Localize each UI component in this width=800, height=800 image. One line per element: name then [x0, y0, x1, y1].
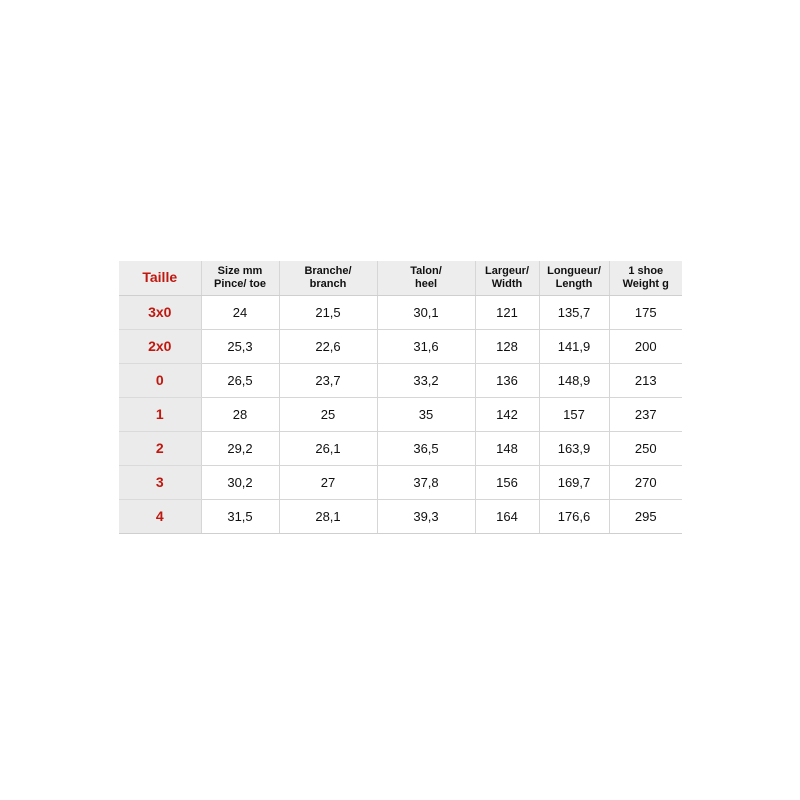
length-cell: 141,9 [539, 329, 609, 363]
branch-cell: 28,1 [279, 499, 377, 533]
header-branch [279, 261, 377, 295]
header-size-toe-line1: Size mm [217, 264, 263, 277]
table-row [119, 465, 682, 499]
table-row [119, 329, 682, 363]
branch-cell: 23,7 [279, 363, 377, 397]
length-cell: 148,9 [539, 363, 609, 397]
header-taille [119, 261, 201, 295]
header-size-toe [201, 261, 279, 295]
weight-cell: 200 [609, 329, 682, 363]
header-heel-line1: Talon/ [410, 264, 442, 277]
length-cell: 135,7 [539, 295, 609, 329]
length-cell: 169,7 [539, 465, 609, 499]
width-cell: 156 [475, 465, 539, 499]
size-cell: 2 [119, 431, 201, 465]
weight-cell: 237 [609, 397, 682, 431]
size-cell: 3 [119, 465, 201, 499]
header-width-line2: Width [491, 277, 523, 290]
weight-cell: 270 [609, 465, 682, 499]
toe-cell: 24 [201, 295, 279, 329]
heel-cell: 39,3 [377, 499, 475, 533]
header-heel [377, 261, 475, 295]
size-cell: 1 [119, 397, 201, 431]
header-branch-line1: Branche/ [304, 264, 352, 277]
header-weight [609, 261, 682, 295]
header-width [475, 261, 539, 295]
header-width-line1: Largeur/ [484, 264, 529, 277]
toe-cell: 25,3 [201, 329, 279, 363]
header-branch-line2: branch [309, 277, 347, 290]
header-length [539, 261, 609, 295]
width-cell: 142 [475, 397, 539, 431]
width-cell: 121 [475, 295, 539, 329]
branch-cell: 25 [279, 397, 377, 431]
header-heel-line2: heel [414, 277, 437, 290]
header-weight-line1: 1 shoe [628, 264, 664, 277]
size-cell: 3x0 [119, 295, 201, 329]
heel-cell: 30,1 [377, 295, 475, 329]
header-weight-line2: Weight g [622, 277, 669, 290]
header-taille-label: Taille [142, 269, 178, 286]
heel-cell: 31,6 [377, 329, 475, 363]
table-header-row [119, 261, 682, 295]
width-cell: 136 [475, 363, 539, 397]
size-cell: 0 [119, 363, 201, 397]
heel-cell: 33,2 [377, 363, 475, 397]
weight-cell: 175 [609, 295, 682, 329]
toe-cell: 28 [201, 397, 279, 431]
shoe-size-table [119, 261, 682, 534]
toe-cell: 30,2 [201, 465, 279, 499]
table-row [119, 431, 682, 465]
width-cell: 164 [475, 499, 539, 533]
header-size-toe-line2: Pince/ toe [214, 277, 266, 290]
table-row [119, 295, 682, 329]
table-row [119, 363, 682, 397]
branch-cell: 22,6 [279, 329, 377, 363]
width-cell: 148 [475, 431, 539, 465]
branch-cell: 21,5 [279, 295, 377, 329]
heel-cell: 36,5 [377, 431, 475, 465]
toe-cell: 29,2 [201, 431, 279, 465]
heel-cell: 35 [377, 397, 475, 431]
length-cell: 163,9 [539, 431, 609, 465]
branch-cell: 26,1 [279, 431, 377, 465]
table-row [119, 397, 682, 431]
header-length-line1: Longueur/ [547, 264, 601, 277]
table-row [119, 499, 682, 533]
heel-cell: 37,8 [377, 465, 475, 499]
width-cell: 128 [475, 329, 539, 363]
weight-cell: 250 [609, 431, 682, 465]
weight-cell: 213 [609, 363, 682, 397]
toe-cell: 31,5 [201, 499, 279, 533]
header-length-line2: Length [555, 277, 593, 290]
size-cell: 4 [119, 499, 201, 533]
length-cell: 157 [539, 397, 609, 431]
size-cell: 2x0 [119, 329, 201, 363]
weight-cell: 295 [609, 499, 682, 533]
length-cell: 176,6 [539, 499, 609, 533]
toe-cell: 26,5 [201, 363, 279, 397]
branch-cell: 27 [279, 465, 377, 499]
